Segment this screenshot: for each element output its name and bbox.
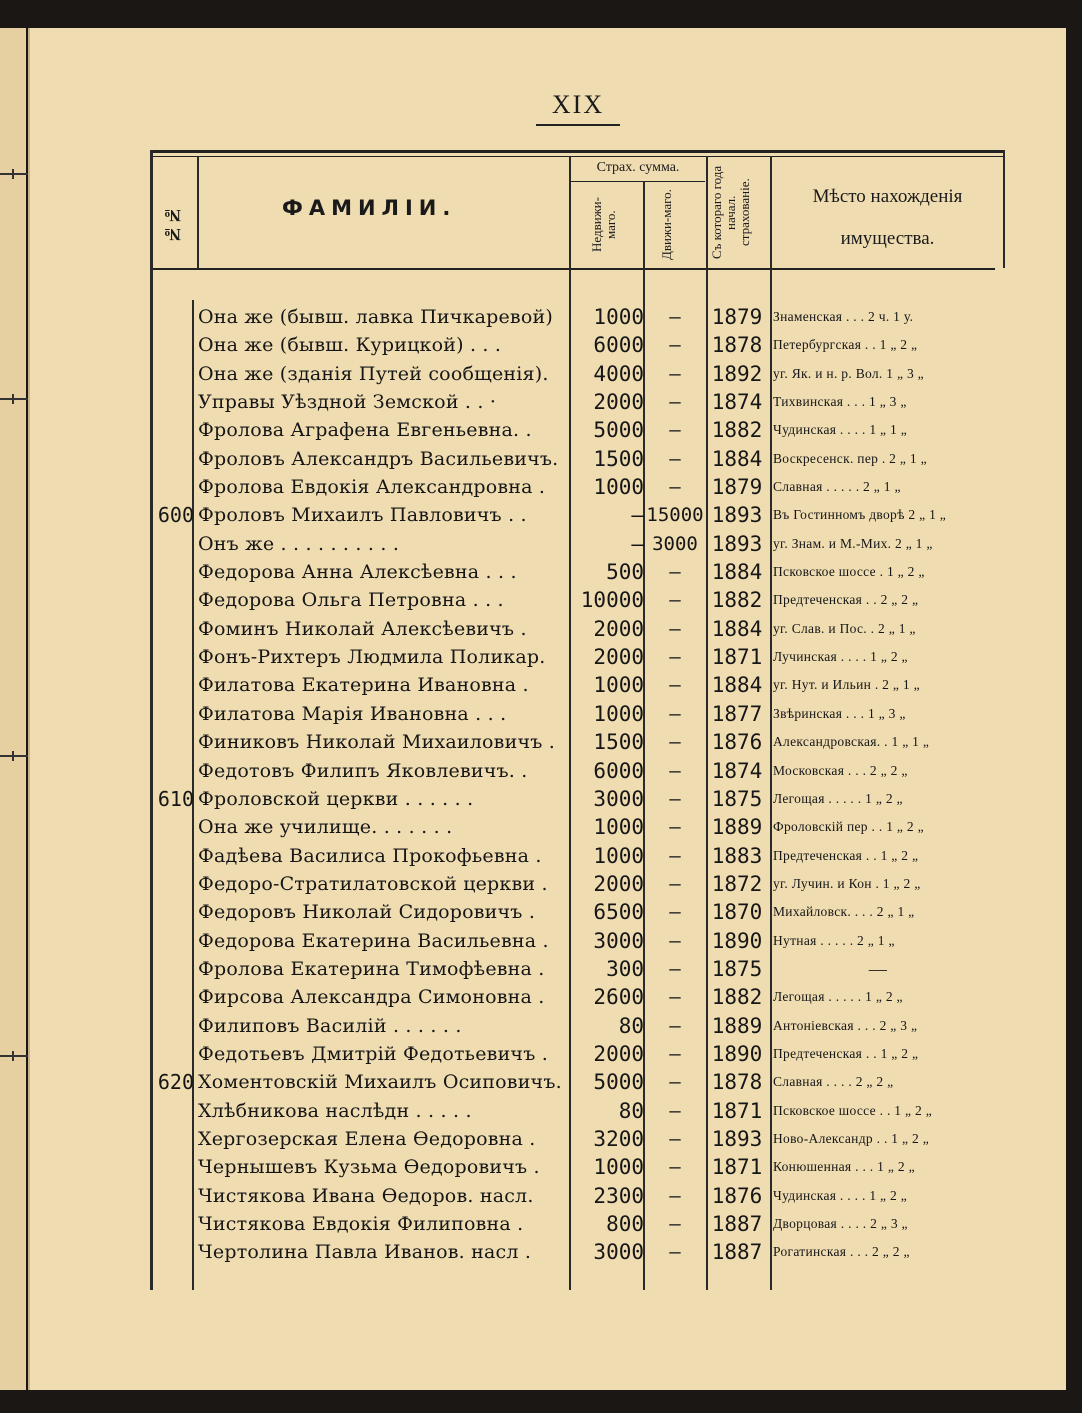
immovable-sum: 500 (606, 560, 644, 585)
insurance-year: 1882 (711, 418, 763, 443)
property-location: Петербургская . . 1 „ 2 „ (773, 337, 918, 353)
movable-sum: — (669, 759, 681, 782)
movable-sum: — (669, 391, 681, 414)
owner-name: Фирсова Александра Симоновна . (198, 986, 545, 1009)
owner-name: Фролова Екатерина Тимофѣевна . (198, 957, 545, 980)
owner-name: Фроловъ Александръ Васильевичъ. (198, 447, 559, 470)
owner-name: Хергозерская Елена Ѳедоровна . (198, 1127, 536, 1150)
insurance-year: 1884 (711, 560, 763, 585)
insurance-year: 1871 (711, 645, 763, 670)
property-location: Дворцовая . . . . 2 „ 3 „ (773, 1216, 908, 1231)
owner-name: Федотьевъ Дмитрій Федотьевичъ . (198, 1042, 548, 1065)
property-location: Славная . . . . 2 „ 2 „ (773, 1074, 894, 1090)
immovable-column-header: Недвижи-маго. (589, 197, 618, 253)
immovable-sum: 3000 (593, 928, 644, 953)
immovable-sum: 80 (618, 1013, 644, 1038)
owner-name: Фроловской церкви . . . . . . (198, 787, 474, 810)
immovable-sum: 5000 (593, 418, 644, 443)
immovable-sum: 6500 (593, 900, 644, 925)
movable-sum: 15000 (646, 504, 704, 527)
insurance-year: 1884 (711, 446, 763, 471)
page-number: XIX (551, 90, 605, 119)
insurance-year: 1884 (711, 673, 763, 698)
table-row (0, 360, 1082, 388)
property-location: уг. Лучин. и Кон . 1 „ 2 „ (773, 875, 921, 891)
property-location: — (868, 958, 888, 979)
table-right-border (1003, 150, 1005, 268)
immovable-sum: 3000 (593, 786, 644, 811)
immovable-sum: 80 (618, 1098, 644, 1123)
movable-sum: — (669, 929, 681, 952)
movable-sum: — (669, 1241, 681, 1264)
property-location: Чудинская . . . . 1 „ 1 „ (773, 422, 908, 438)
movable-sum: — (669, 1127, 681, 1150)
owner-name: Федотовъ Филипъ Яковлевичъ. . (198, 759, 528, 782)
table-row (0, 615, 1082, 643)
immovable-sum: 1000 (593, 843, 644, 868)
owner-name: Она же училище. . . . . . . (198, 816, 453, 839)
owner-name: Фоминъ Николай Алексѣевичъ . (198, 617, 527, 640)
table-row (0, 643, 1082, 671)
owner-name: Фроловъ Михаилъ Павловичъ . . (198, 504, 527, 527)
owner-name: Чернышевъ Кузьма Ѳедоровичъ . (198, 1156, 540, 1179)
insurance-year: 1878 (711, 1070, 763, 1095)
table-row (0, 1210, 1082, 1238)
movable-sum: — (669, 419, 681, 442)
movable-sum: — (669, 646, 681, 669)
insurance-year: 1887 (711, 1212, 763, 1236)
table-row (0, 757, 1082, 785)
immovable-sum: — (631, 531, 644, 556)
immovable-sum: 1000 (593, 475, 644, 500)
table-row (0, 445, 1082, 473)
owner-name: Чистякова Ивана Ѳедоров. насл. (198, 1184, 534, 1207)
insurance-year: 1878 (711, 333, 763, 358)
row-number: 610 (157, 786, 194, 811)
property-location: Знаменская . . . 2 ч. 1 у. (773, 309, 914, 324)
table-row (0, 1182, 1082, 1210)
insurance-year: 1887 (711, 1240, 763, 1265)
table-row (0, 1068, 1082, 1096)
immovable-sum: 10000 (580, 588, 644, 613)
movable-sum: — (669, 872, 681, 895)
table-row (0, 983, 1082, 1011)
owner-name: Федорова Екатерина Васильевна . (198, 929, 549, 952)
table-row (0, 1012, 1082, 1040)
table-row (0, 700, 1082, 728)
immovable-sum: — (631, 503, 644, 528)
movable-sum: — (669, 1071, 681, 1094)
owner-name: Фролова Евдокія Александровна . (198, 476, 546, 499)
property-location: Славная . . . . . 2 „ 1 „ (773, 479, 901, 495)
immovable-sum: 1000 (593, 701, 644, 726)
table-row (0, 388, 1082, 416)
movable-sum: — (669, 702, 681, 725)
column-divider (197, 156, 199, 269)
owner-name: Филатова Екатерина Ивановна . (198, 674, 529, 697)
property-location: Воскресенск. пер . 2 „ 1 „ (773, 450, 927, 466)
table-row (0, 558, 1082, 586)
insurance-year: 1879 (711, 475, 763, 500)
owner-name: Федорова Анна Алексѣевна . . . (198, 561, 517, 584)
property-location: Легощая . . . . . 1 „ 2 „ (773, 790, 903, 806)
table-row (0, 501, 1082, 529)
table-row (0, 1097, 1082, 1125)
owner-name: Федорова Ольга Петровна . . . (198, 589, 504, 612)
insurance-year: 1883 (711, 843, 763, 868)
movable-sum: — (669, 561, 681, 584)
insurance-year: 1893 (711, 503, 763, 528)
insurance-year: 1877 (711, 701, 763, 726)
table-row (0, 927, 1082, 955)
immovable-sum: 5000 (593, 1070, 644, 1095)
property-location: Антоніевская . . . 2 „ 3 „ (773, 1017, 918, 1033)
insurance-year: 1875 (711, 786, 763, 811)
immovable-sum: 2000 (593, 616, 644, 641)
table-row (0, 586, 1082, 614)
page-number-underline (536, 124, 620, 126)
immovable-sum: 2000 (593, 1041, 644, 1066)
movable-sum: — (669, 986, 681, 1009)
movable-sum: — (669, 957, 681, 980)
immovable-sum: 1000 (593, 673, 644, 698)
table-row (0, 870, 1082, 898)
insurance-year: 1890 (711, 928, 763, 953)
property-location: Рогатинская . . . 2 „ 2 „ (773, 1244, 910, 1260)
property-location: Фроловскій пер . . 1 „ 2 „ (773, 819, 924, 835)
location-column-header: Мѣсто нахожденія имущества. (812, 186, 963, 249)
insurance-year: 1875 (711, 956, 763, 981)
insurance-year: 1871 (711, 1155, 763, 1180)
insurance-year: 1874 (711, 758, 763, 783)
owner-name: Чертолина Павла Иванов. насл . (198, 1241, 532, 1264)
movable-sum: — (669, 674, 681, 697)
insurance-year: 1882 (711, 588, 763, 613)
insurance-year: 1876 (711, 1183, 763, 1208)
table-row (0, 813, 1082, 841)
owner-name: Она же (бывш. лавка Пичкаревой) (198, 306, 553, 328)
immovable-sum: 800 (606, 1212, 644, 1236)
movable-sum: — (669, 334, 681, 357)
property-location: Предтеченская . . 1 „ 2 „ (773, 1045, 919, 1061)
header-bottom-rule (150, 268, 995, 270)
movable-sum: — (669, 476, 681, 499)
immovable-sum: 4000 (593, 361, 644, 386)
insurance-year: 1879 (711, 305, 763, 329)
names-column-header: ФАМИЛIИ. (282, 196, 457, 220)
movable-sum: — (669, 1042, 681, 1065)
owner-name: Хлѣбникова наслѣдн . . . . . (198, 1099, 472, 1122)
movable-sum: — (669, 362, 681, 385)
property-location: Въ Гостинномъ дворѣ 2 „ 1 „ (773, 507, 947, 523)
movable-sum: — (669, 844, 681, 867)
movable-sum: — (669, 1014, 681, 1037)
table-row (0, 671, 1082, 699)
sum-group-rule (570, 181, 705, 182)
insurance-year: 1893 (711, 1126, 763, 1151)
movable-sum: — (669, 1156, 681, 1179)
property-location: Московская . . . 2 „ 2 „ (773, 762, 908, 778)
movable-sum: — (669, 617, 681, 640)
insurance-year: 1870 (711, 900, 763, 925)
owner-name: Управы Уѣздной Земской . . · (198, 391, 497, 414)
immovable-sum: 2000 (593, 871, 644, 896)
property-location: Предтеченская . . 1 „ 2 „ (773, 847, 919, 863)
insurance-year: 1882 (711, 985, 763, 1010)
property-location: Лучинская . . . . 1 „ 2 „ (773, 649, 908, 665)
property-location: Александровская. . 1 „ 1 „ (773, 734, 930, 750)
movable-sum: — (669, 901, 681, 924)
insurance-year: 1893 (711, 531, 763, 556)
movable-sum: — (669, 306, 681, 328)
movable-sum: — (669, 816, 681, 839)
property-location: Легощая . . . . . 1 „ 2 „ (773, 989, 903, 1005)
immovable-sum: 2300 (593, 1183, 644, 1208)
owner-name: Федоровъ Николай Сидоровичъ . (198, 901, 536, 924)
immovable-sum: 1000 (593, 1155, 644, 1180)
table-row (0, 1238, 1082, 1266)
owner-name: Чистякова Евдокія Филиповна . (198, 1213, 524, 1235)
movable-sum: — (669, 589, 681, 612)
table-row (0, 1125, 1082, 1153)
movable-sum: — (669, 787, 681, 810)
table-body (0, 303, 1082, 1267)
property-location: Предтеченская . . 2 „ 2 „ (773, 592, 919, 608)
owner-name: Филиповъ Василій . . . . . . (198, 1014, 462, 1037)
movable-sum: 3000 (652, 532, 698, 555)
immovable-sum: 1000 (593, 305, 644, 329)
immovable-sum: 3000 (593, 1240, 644, 1265)
margin-mark (0, 173, 30, 175)
owner-name: Фролова Аграфена Евгеньевна. . (198, 419, 532, 442)
table-row (0, 416, 1082, 444)
owner-name: Фадѣева Василиса Прокофьевна . (198, 844, 542, 867)
immovable-sum: 6000 (593, 758, 644, 783)
property-location: уг. Як. и н. р. Вол. 1 „ 3 „ (773, 365, 924, 381)
row-number: 620 (157, 1070, 194, 1095)
table-row (0, 303, 1082, 331)
immovable-sum: 2000 (593, 645, 644, 670)
immovable-sum: 1500 (593, 446, 644, 471)
owner-name: Онъ же . . . . . . . . . . (198, 532, 400, 555)
movable-sum: — (669, 731, 681, 754)
property-location: Ново-Александр . . 1 „ 2 „ (773, 1130, 930, 1146)
table-top-rule (150, 150, 1005, 153)
property-location: Конюшенная . . . 1 „ 2 „ (773, 1159, 915, 1175)
property-location: Звѣринская . . . 1 „ 3 „ (773, 705, 906, 721)
property-location: Чудинская . . . . 1 „ 2 „ (773, 1187, 908, 1203)
table-row (0, 530, 1082, 558)
owner-name: Финиковъ Николай Михаиловичъ . (198, 731, 555, 754)
property-location: Нутная . . . . . 2 „ 1 „ (773, 932, 895, 948)
table-row (0, 331, 1082, 359)
insurance-year: 1872 (711, 871, 763, 896)
immovable-sum: 3200 (593, 1126, 644, 1151)
movable-sum: — (669, 1099, 681, 1122)
sum-group-header: Страх. сумма. (596, 160, 680, 175)
table-row (0, 1040, 1082, 1068)
insurance-year: 1874 (711, 390, 763, 415)
immovable-sum: 1500 (593, 730, 644, 755)
owner-name: Федоро-Стратилатовской церкви . (198, 872, 548, 895)
insurance-year: 1876 (711, 730, 763, 755)
owner-name: Хоментовскій Михаилъ Осиповичъ. (198, 1071, 562, 1094)
owner-name: Филатова Марія Ивановна . . . (198, 702, 507, 725)
property-location: уг. Знам. и М.-Мих. 2 „ 1 „ (773, 535, 933, 551)
insurance-year: 1884 (711, 616, 763, 641)
table-top-rule-thin (150, 156, 1005, 157)
insurance-year: 1889 (711, 1013, 763, 1038)
immovable-sum: 300 (606, 956, 644, 981)
owner-name: Она же (зданія Путей сообщенія). (198, 362, 549, 385)
insurance-year: 1871 (711, 1098, 763, 1123)
property-location: Псковское шоссе . . 1 „ 2 „ (773, 1102, 933, 1118)
movable-column-header: Движи-маго. (659, 189, 674, 261)
table-row (0, 955, 1082, 983)
property-location: Тихвинская . . . 1 „ 3 „ (773, 394, 907, 410)
insurance-year: 1889 (711, 815, 763, 840)
table-row (0, 1153, 1082, 1181)
movable-sum: — (669, 1213, 681, 1235)
number-column-header: №№ (163, 206, 182, 244)
property-location: Псковское шоссе . 1 „ 2 „ (773, 564, 925, 580)
insurance-year: 1890 (711, 1041, 763, 1066)
immovable-sum: 1000 (593, 815, 644, 840)
table-row (0, 473, 1082, 501)
immovable-sum: 2000 (593, 390, 644, 415)
owner-name: Фонъ-Рихтеръ Людмила Поликар. (198, 646, 546, 669)
table-row (0, 728, 1082, 756)
insurance-year: 1892 (711, 361, 763, 386)
table-row (0, 785, 1082, 813)
movable-sum: — (669, 447, 681, 470)
table-row (0, 898, 1082, 926)
owner-name: Она же (бывш. Курицкой) . . . (198, 334, 502, 357)
table-row (0, 842, 1082, 870)
property-location: Михайловск. . . . 2 „ 1 „ (773, 904, 915, 920)
property-location: уг. Слав. и Пос. . 2 „ 1 „ (773, 620, 916, 636)
movable-sum: — (669, 1184, 681, 1207)
year-column-header: Съ котораго года начал. страхованіе. (709, 165, 752, 260)
property-location: уг. Нут. и Ильин . 2 „ 1 „ (773, 677, 920, 693)
row-number: 600 (157, 503, 194, 528)
immovable-sum: 6000 (593, 333, 644, 358)
immovable-sum: 2600 (593, 985, 644, 1010)
